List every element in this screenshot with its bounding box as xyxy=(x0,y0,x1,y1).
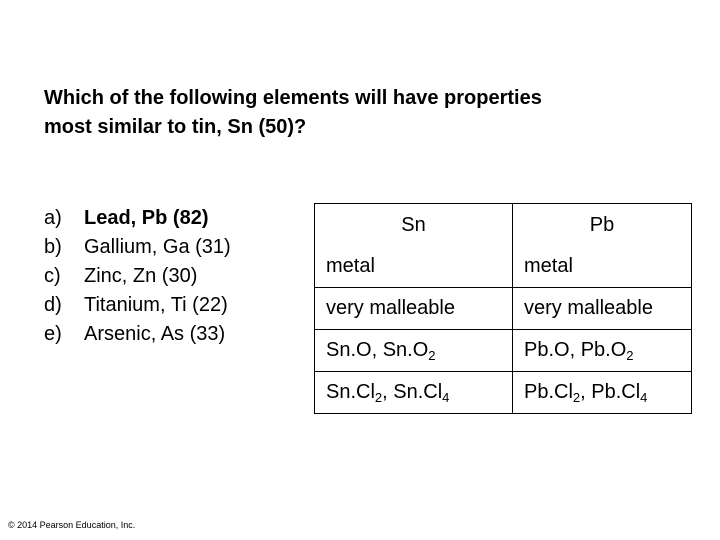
subscript: 2 xyxy=(374,390,383,405)
column-header-pb: Pb xyxy=(513,204,692,247)
option-letter: c) xyxy=(44,265,61,287)
question-text xyxy=(44,84,684,142)
table-row xyxy=(315,372,692,414)
answer-option-c xyxy=(44,262,231,291)
option-letter: b) xyxy=(44,236,62,258)
formula-text: Pb.O, Pb.O xyxy=(524,339,627,361)
option-text: Lead, Pb (82) xyxy=(84,207,209,229)
table-row xyxy=(315,288,692,330)
subscript: 2 xyxy=(572,390,581,405)
subscript: 2 xyxy=(428,348,436,363)
option-letter: a) xyxy=(44,207,62,229)
question-line-1: Which of the following elements will have properties xyxy=(44,87,542,109)
cell-pb xyxy=(513,372,692,414)
subscript: 4 xyxy=(442,390,450,405)
cell-sn xyxy=(315,330,513,372)
cell-pb: metal xyxy=(513,246,692,288)
copyright-notice: © 2014 Pearson Education, Inc. xyxy=(8,520,136,530)
option-letter: d) xyxy=(44,294,62,316)
column-header-sn: Sn xyxy=(315,204,513,247)
option-text: Gallium, Ga (31) xyxy=(84,236,231,258)
subscript: 2 xyxy=(626,348,634,363)
formula-text: Sn.O, Sn.O xyxy=(326,339,429,361)
answer-option-d xyxy=(44,291,231,320)
subscript: 4 xyxy=(640,390,648,405)
cell-sn xyxy=(315,372,513,414)
table-row xyxy=(315,330,692,372)
option-letter: e) xyxy=(44,323,62,345)
answer-option-e xyxy=(44,320,231,349)
cell-sn: metal xyxy=(315,246,513,288)
answer-option-a xyxy=(44,204,231,233)
option-text: Zinc, Zn (30) xyxy=(84,265,198,287)
cell-sn: very malleable xyxy=(315,288,513,330)
cell-pb: very malleable xyxy=(513,288,692,330)
answer-option-b xyxy=(44,233,231,262)
cell-pb xyxy=(513,330,692,372)
option-text: Arsenic, As (33) xyxy=(84,323,226,345)
formula-text: Pb.Cl xyxy=(524,381,573,403)
option-text: Titanium, Ti (22) xyxy=(84,294,228,316)
formula-text: , Pb.Cl xyxy=(580,381,641,403)
table-header-row xyxy=(315,204,692,247)
properties-comparison-table xyxy=(314,203,692,414)
table-row xyxy=(315,246,692,288)
formula-text: Sn.Cl xyxy=(326,381,375,403)
question-line-2: most similar to tin, Sn (50)? xyxy=(44,116,307,138)
formula-text: , Sn.Cl xyxy=(382,381,443,403)
answer-options-list xyxy=(44,204,231,349)
